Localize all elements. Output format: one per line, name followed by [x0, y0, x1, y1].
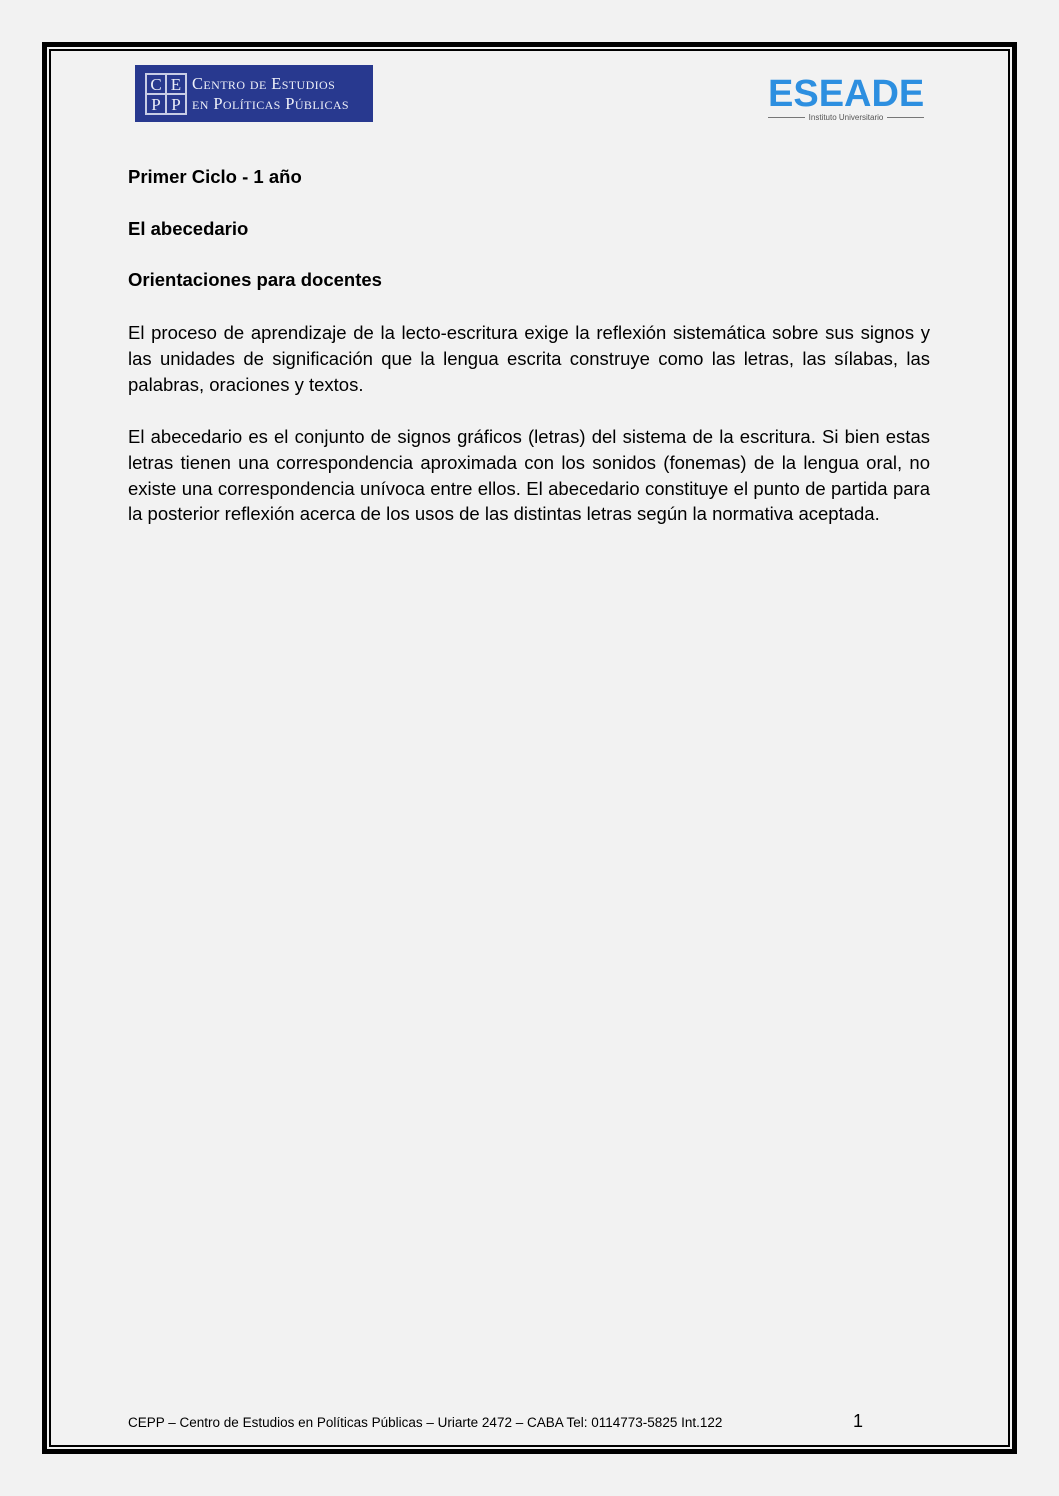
page-border-inner: [49, 49, 1010, 1447]
heading-section: Orientaciones para docentes: [128, 269, 382, 290]
cepp-logo: [135, 65, 373, 122]
cepp-logo-mark: [145, 73, 187, 115]
cepp-logo-line1: Centro de Estudios: [192, 74, 336, 93]
paragraph-1: El proceso de aprendizaje de la lecto-escritura exige la reflexión sistemática sobre sus signos y las unidades de significación que la lengua escrita construye como las letras, las sílabas, las palabras, oraciones y textos.: [128, 322, 930, 395]
cepp-letter: P: [146, 94, 166, 114]
eseade-logo: [768, 74, 924, 122]
eseade-rule-left: [768, 117, 805, 118]
footer-address: CEPP – Centro de Estudios en Políticas Públicas – Uriarte 2472 – CABA Tel: 0114773-5825 Int.122: [128, 1415, 723, 1430]
heading-cycle: Primer Ciclo - 1 año: [128, 166, 302, 187]
cepp-logo-line2: en Políticas Públicas: [192, 94, 350, 113]
paragraph-2: El abecedario es el conjunto de signos gráficos (letras) del sistema de la escritura. Si bien estas letras tienen una correspondencia aproximada con los sonidos (fonemas) de la lengua oral, no existe una correspondencia unívoca entre ellos. El abecedario constituye el punto de partida para la posterior reflexión acerca de los usos de las distintas letras según la normativa aceptada.: [128, 426, 930, 525]
cepp-letter: C: [146, 74, 166, 94]
eseade-rule-right: [887, 117, 924, 118]
page-number: 1: [853, 1411, 864, 1431]
eseade-logo-subtitle: Instituto Universitario: [808, 112, 884, 122]
cepp-letter: P: [166, 94, 186, 114]
eseade-logo-name: ESEADE: [768, 73, 925, 115]
cepp-letter: E: [166, 74, 186, 94]
cepp-logo-name: [192, 74, 349, 114]
heading-topic: El abecedario: [128, 218, 249, 239]
eseade-logo-subtitle-row: [768, 111, 924, 123]
